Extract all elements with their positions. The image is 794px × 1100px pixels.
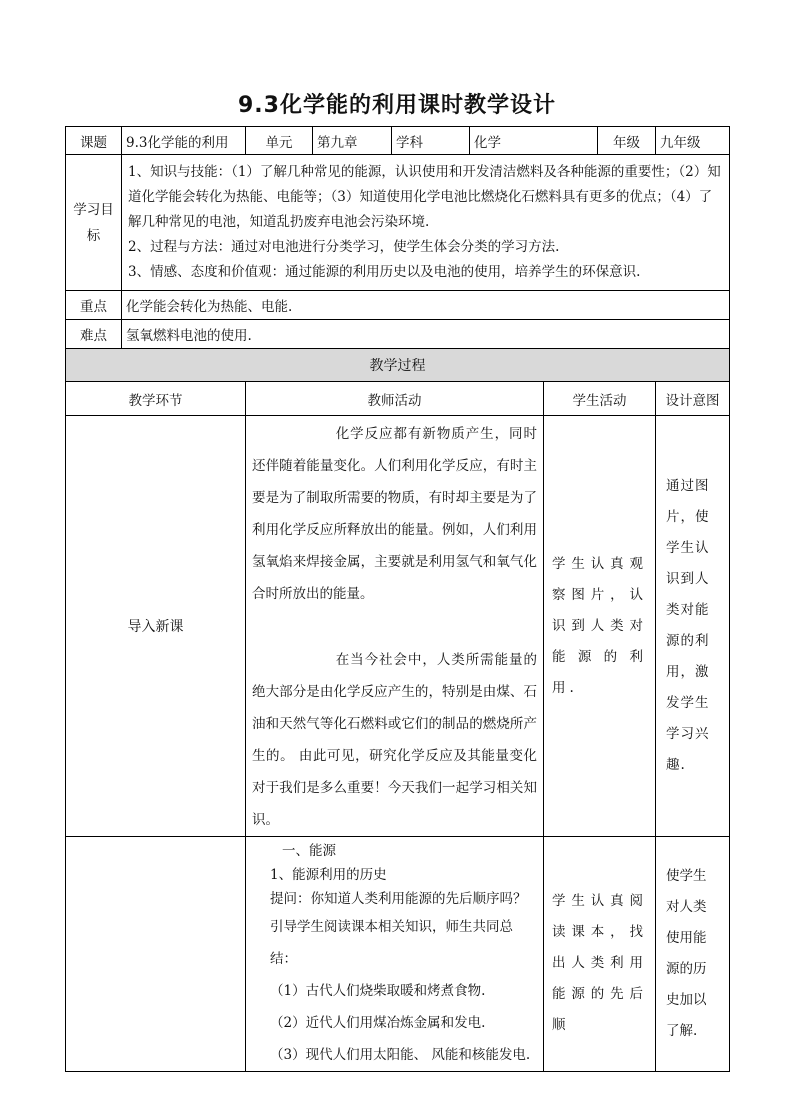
key-point-row (66, 291, 730, 320)
objectives-content (122, 155, 730, 291)
page-title: 9.3化学能的利用课时教学设计 (238, 93, 556, 118)
grade-value: 九年级 (656, 127, 730, 155)
header-row (66, 127, 730, 155)
question-line: 提问：你知道人类利用能源的先后顺序吗？ (270, 891, 527, 907)
unit-label: 单元 (246, 127, 313, 155)
objective-2: 2、过程与方法：通过对电池进行分类学习，使学生体会分类的学习方法. (128, 239, 560, 255)
subject-label: 学科 (392, 127, 470, 155)
subject-value: 化学 (470, 127, 598, 155)
table-row (66, 837, 730, 1072)
lesson-label: 课题 (66, 127, 122, 155)
process-header: 教学过程 (66, 349, 730, 382)
summary-line: （3）现代人们用太阳能、 风能和核能发电. (270, 1047, 531, 1063)
student-cell: 学生认真阅读课本，找出人类利用能源的先后顺 (544, 837, 656, 1072)
col-stage: 教学环节 (66, 382, 246, 416)
intent-cell: 通过图片，使学生认识到人类对能源的利用，激发学生学习兴趣. (656, 416, 730, 837)
table-row (66, 416, 730, 837)
lesson-plan-table (65, 126, 730, 1072)
objective-1: 1、知识与技能：（1）了解几种常见的能源，认识使用和开发清洁燃料及各种能源的重要性；（2）知道化学能会转化为热能、电能等；（3）知道使用化学电池比燃烧化石燃料具有更多的优点；（4）了解几种常见的电池，知道乱扔废弃电池会污染环境. (128, 164, 721, 230)
stage-cell (66, 837, 246, 1072)
objectives-row (66, 155, 730, 291)
objective-3: 3、情感、态度和价值观：通过能源的利用历史以及电池的使用，培养学生的环保意识. (128, 264, 641, 280)
difficulty-label: 难点 (66, 320, 122, 349)
teacher-paragraph: 在当今社会中，人类所需能量的绝大部分是由化学反应产生的，特别是由煤、石油和天然气等化石燃料或它们的制品的燃烧所产生的。 由此可见，研究化学反应及其能量变化对于我们是多么重要！今天我们一起学习相关知识。 (252, 652, 537, 828)
guide-line: 引导学生阅读课本相关知识，师生共同总结： (270, 919, 513, 967)
student-cell: 学生认真观察图片，认识到人类对能源的利用. (544, 416, 656, 837)
teacher-cell (246, 416, 544, 837)
lesson-value: 9.3化学能的利用 (122, 127, 246, 155)
process-header-row (66, 349, 730, 382)
grade-label: 年级 (598, 127, 656, 155)
key-point-label: 重点 (66, 291, 122, 320)
intent-cell: 使学生对人类使用能源的历史加以了解. (656, 837, 730, 1072)
stage-cell: 导入新课 (66, 416, 246, 837)
summary-line: （1）古代人们烧柴取暖和烤煮食物. (270, 983, 486, 999)
section-heading: 一、能源 (282, 843, 336, 859)
objectives-label: 学习目标 (66, 155, 122, 291)
subsection-heading: 1、能源利用的历史 (270, 867, 387, 883)
col-intent: 设计意图 (656, 382, 730, 416)
col-student: 学生活动 (544, 382, 656, 416)
unit-value: 第九章 (313, 127, 392, 155)
column-header-row (66, 382, 730, 416)
col-teacher: 教师活动 (246, 382, 544, 416)
teacher-paragraph: 化学反应都有新物质产生，同时还伴随着能量变化。人们利用化学反应，有时主要是为了制取所需要的物质，有时却主要是为了利用化学反应所释放出的能量。例如，人们利用氢氧焰来焊接金属，主要就是利用氢气和氧气化合时所放出的能量。 (252, 426, 537, 602)
key-point-value: 化学能会转化为热能、电能. (122, 291, 730, 320)
summary-line: （2）近代人们用煤冶炼金属和发电. (270, 1015, 486, 1031)
teacher-cell (246, 837, 544, 1072)
difficulty-row (66, 320, 730, 349)
difficulty-value: 氢氧燃料电池的使用. (122, 320, 730, 349)
